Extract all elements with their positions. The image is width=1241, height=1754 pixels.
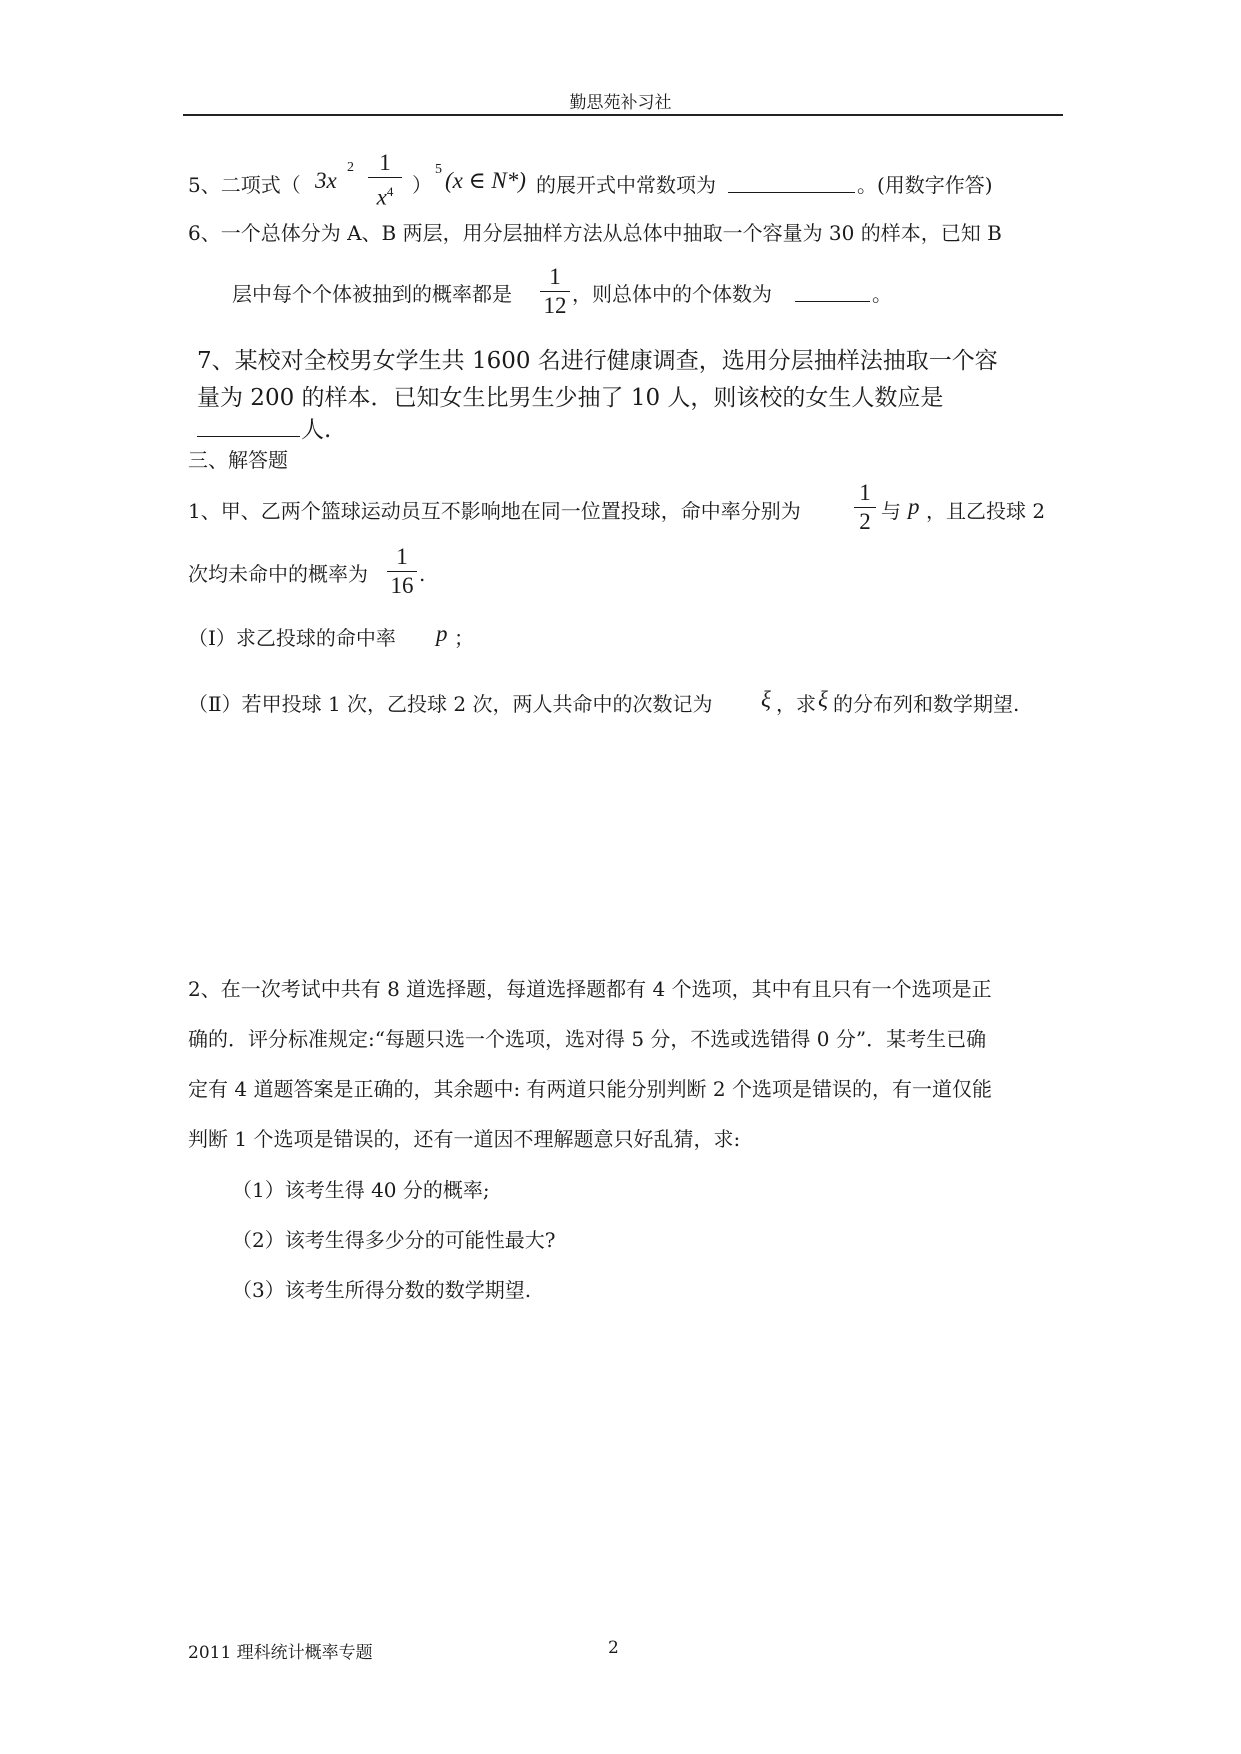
q6-line1: 6、一个总体分为 A、B 两层，用分层抽样方法从总体中抽取一个容量为 30 的样本，已知 B [188, 221, 1002, 245]
p1-line1-mid: 与 [881, 499, 901, 523]
p2-line-4: 判断 1 个选项是错误的，还有一道因不理解题意只好乱猜，求: [188, 1127, 741, 1151]
p2-line-3: 定有 4 道题答案是正确的，其余题中: 有两道只能分别判断 2 个选项是错误的，有一道仅能 [188, 1077, 992, 1101]
fraction-bar [387, 571, 417, 572]
q7-line3-tail: 人. [301, 417, 332, 443]
p1-line2-post: . [419, 562, 426, 586]
fraction-bar [854, 507, 876, 508]
q5-exp2: 2 [347, 160, 354, 175]
p1-sub1-pre: （Ⅰ）求乙投球的命中率 [188, 626, 396, 650]
p2-item-2: （2）该考生得多少分的可能性最大? [232, 1228, 556, 1252]
p1-fraction-half [854, 480, 876, 535]
q5-frac-num: 1 [379, 150, 391, 175]
q6-line2-post: ，则总体中的个体数为 [572, 282, 772, 306]
q6-tail: 。 [872, 282, 892, 306]
p1-line1-pre: 1、甲、乙两个篮球运动员互不影响地在同一位置投球，命中率分别为 [188, 499, 801, 523]
header-rule [183, 114, 1063, 116]
q5-frac-den-exp: 4 [386, 184, 394, 199]
q6-frac-den: 12 [543, 293, 567, 318]
q7-line1: 7、某校对全校男女学生共 1600 名进行健康调查，选用分层抽样法抽取一个容 [197, 348, 998, 374]
q5-fraction [368, 150, 402, 211]
q5-frac-den-x: x [376, 184, 387, 210]
q5-frac-den [368, 179, 402, 211]
section-heading: 三、解答题 [188, 448, 288, 472]
q5-outer-exp: 5 [435, 162, 442, 177]
p1-frac1-num: 1 [859, 480, 871, 505]
q5-tail: 。(用数字作答) [857, 173, 993, 197]
q6-frac-num: 1 [549, 264, 561, 289]
footer-title: 2011 理科统计概率专题 [188, 1643, 373, 1663]
q5-domain: (x ∈ N*) [445, 168, 526, 193]
p2-item-3: （3）该考生所得分数的数学期望. [232, 1278, 532, 1302]
q5-suffix: 的展开式中常数项为 [536, 173, 716, 197]
q6-line2-pre: 层中每个个体被抽到的概率都是 [232, 282, 512, 306]
p1-frac2-den: 16 [390, 573, 414, 598]
p1-sub1-post: ； [454, 626, 474, 650]
p1-sub2-post: 的分布列和数学期望. [833, 692, 1020, 716]
q5-label: 5、二项式（ [188, 173, 301, 197]
q6-fraction [540, 264, 570, 319]
p1-fraction-sixteenth [387, 544, 417, 599]
page-header-title: 勤思苑补习社 [569, 93, 672, 113]
q7-line2: 量为 200 的样本．已知女生比男生少抽了 10 人，则该校的女生人数应是 [197, 385, 944, 411]
q5-answer-blank [728, 172, 855, 193]
p1-xi-2: ξ [818, 687, 828, 712]
fraction-bar [368, 177, 402, 178]
p1-sub2-mid: ，求 [776, 692, 816, 716]
p1-frac1-den: 2 [859, 509, 871, 534]
p2-line-2: 确的．评分标准规定:“每题只选一个选项，选对得 5 分，不选或选错得 0 分”．某考生已确 [188, 1027, 987, 1051]
p2-line-1: 2、在一次考试中共有 8 道选择题，每道选择题都有 4 个选项，其中有且只有一个选项是正 [188, 977, 992, 1001]
p1-line1-post: ，且乙投球 2 [926, 499, 1046, 523]
p1-xi-1: ξ [761, 687, 771, 712]
q5-base: 3x [315, 168, 337, 193]
fraction-bar [540, 291, 570, 292]
q7-answer-blank [197, 416, 300, 437]
p1-sub1-var-p: p [436, 621, 448, 646]
q6-answer-blank [795, 281, 870, 302]
p2-item-1: （1）该考生得 40 分的概率; [232, 1178, 490, 1202]
p1-line2-pre: 次均未命中的概率为 [188, 562, 368, 586]
page-number: 2 [608, 1638, 619, 1658]
p1-var-p: p [908, 494, 920, 519]
p1-frac2-num: 1 [396, 544, 408, 569]
p1-sub2-pre: （Ⅱ）若甲投球 1 次，乙投球 2 次，两人共命中的次数记为 [188, 692, 713, 716]
q5-close: ） [412, 173, 432, 197]
